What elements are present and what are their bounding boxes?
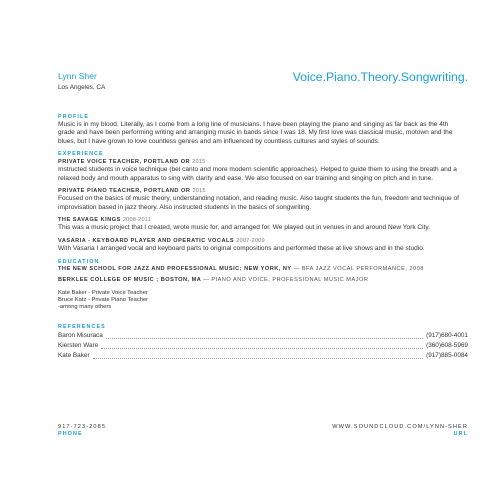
- job-date: 2015: [192, 188, 206, 195]
- profile-text: Music is in my blood. Literally, as I come from a long line of musicians. I have been playing the piano and singing as far back as the 4th grade and have been performing writing and arranging music in bands since I was 18. My first love was classical music, motown and the blues, but I have grown to love countless genres and am influenced by countless cultures and styles of sounds.: [58, 121, 453, 145]
- url-label: URL: [453, 431, 468, 437]
- school-name: THE NEW SCHOOL FOR JAZZ AND PROFESSIONAL MUSIC; NEW YORK, NY: [58, 266, 292, 273]
- dotted-leader: [106, 338, 423, 339]
- teacher-note: Kate Baker - Private Voice Teacher: [58, 289, 148, 296]
- education-entry: [58, 266, 460, 273]
- job-title-line: [58, 187, 460, 195]
- tagline: Voice.Piano.Theory.Songwriting.: [292, 70, 468, 84]
- job-entry: [58, 237, 460, 253]
- candidate-name: Lynn Sher: [58, 71, 97, 81]
- job-date: 2007-2009: [236, 237, 265, 244]
- reference-name: Kiersten Ware: [58, 341, 99, 349]
- teacher-notes: [58, 290, 460, 312]
- footer-url: [332, 424, 468, 437]
- phone-label: PHONE: [58, 431, 83, 437]
- phone-number: 917-723-2085: [58, 424, 107, 430]
- education-section: [58, 259, 460, 311]
- dotted-leader: [101, 348, 423, 349]
- dotted-leader: [93, 358, 423, 359]
- school-name: BERKLEE COLLEGE OF MUSIC ; BOSTON, MA: [58, 277, 202, 284]
- teacher-note: Bruce Katz - Private Piano Teacher: [58, 297, 149, 304]
- job-description: This was a music project that I created, wrote music for, and arranged for. We played out in venues in and around New York City.: [58, 224, 431, 232]
- job-date: 2008-2011: [122, 217, 152, 224]
- job-entry: [58, 187, 460, 212]
- job-title-line: [58, 158, 460, 166]
- reference-row: [58, 341, 468, 351]
- reference-row: [58, 351, 468, 361]
- job-title-line: [58, 237, 460, 245]
- reference-name: Baron Misuraca: [58, 331, 103, 339]
- reference-phone: (917)885-0084: [426, 351, 468, 359]
- url-link[interactable]: WWW.SOUNDCLOUD.COM/LYNN-SHER: [332, 424, 468, 430]
- references-heading: REFERENCES: [58, 323, 106, 330]
- reference-phone: (917)680-4001: [426, 331, 468, 339]
- reference-phone: (360)608-5969: [426, 341, 468, 349]
- reference-row: [58, 331, 468, 341]
- school-degree: — BFA JAZZ VOCAL PERFORMANCE, 2008: [293, 266, 424, 273]
- references-list: [58, 331, 468, 361]
- job-title: VASARIA - KEYBOARD PLAYER AND OPERATIC VOCALS: [58, 237, 235, 244]
- profile-heading: PROFILE: [58, 114, 90, 120]
- job-title-line: [58, 216, 460, 224]
- experience-section: [58, 151, 460, 253]
- job-title: PRIVATE VOICE TEACHER, PORTLAND OR: [58, 159, 191, 166]
- job-description: Focused on the basics of music theory, understanding notation, and reading music. Also taught students the fun, freedom and technique of improvisation based in jazz theory. Also instructed students in the basics of songwriting.: [58, 195, 459, 211]
- job-title: THE SAVAGE KINGS: [58, 217, 121, 224]
- profile-section: [58, 114, 460, 146]
- education-entry: [58, 277, 460, 284]
- job-entry: [58, 216, 460, 232]
- job-title: PRIVATE PIANO TEACHER, PORTLAND OR: [58, 188, 191, 195]
- reference-name: Kate Baker: [58, 351, 90, 359]
- footer-phone: [58, 424, 106, 437]
- resume-body: [58, 114, 468, 361]
- candidate-location: Los Angeles, CA: [58, 84, 106, 91]
- job-description: Instructed students in voice technique (bel canto and more modern scientific approaches). Helped to guide them to using the breath and a relaxed body and mouth apparatus to sing with clarity and ease. We also focused on ear training and singing on pitch and in tune.: [58, 166, 457, 182]
- job-entry: [58, 158, 460, 183]
- job-description: With Vasaria I arranged vocal and keyboard parts to original compositions and performed these at live shows and in the studio.: [58, 244, 425, 252]
- job-date: 2015: [192, 159, 206, 166]
- education-heading: EDUCATION: [58, 259, 100, 266]
- teacher-note: -among many others: [58, 304, 112, 311]
- references-section: [58, 323, 468, 361]
- school-degree: — PIANO AND VOICE, PROFESSIONAL MUSIC MAJOR: [203, 277, 369, 284]
- experience-heading: EXPERIENCE: [58, 151, 104, 158]
